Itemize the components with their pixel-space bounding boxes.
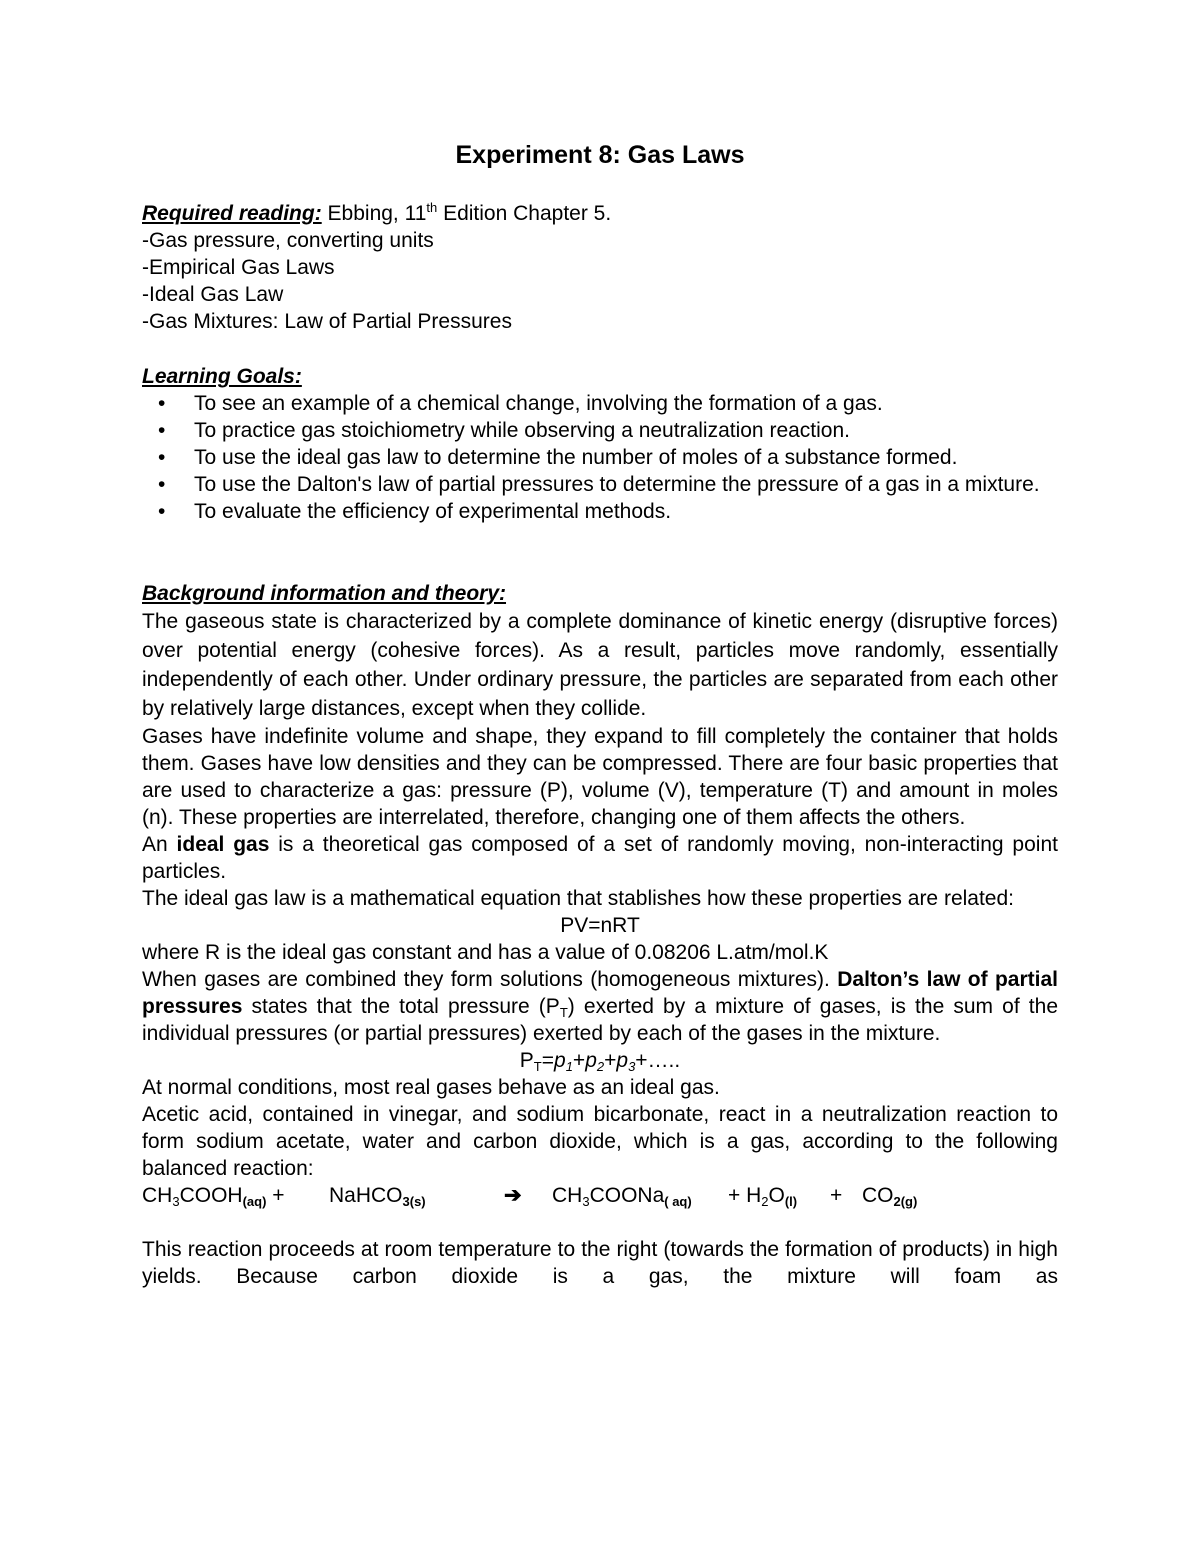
p6-pre: When gases are combined they form solutions (homogeneous mixtures). [142, 968, 838, 991]
goal-text: To practice gas stoichiometry while observing a neutralization reaction. [194, 419, 850, 442]
p3s: 2(g) [893, 1194, 918, 1209]
p1a: CH [552, 1184, 583, 1207]
bullet-icon: • [158, 446, 166, 469]
background-paragraph-4: The ideal gas law is a mathematical equation that stablishes how these properties are related: [142, 887, 1014, 910]
background-paragraph-8: Acetic acid, contained in vinegar, and sodium bicarbonate, react in a neutralization reaction to form sodium acetate, water and carbon dioxide, which is a gas, according to the following balanced reaction: [142, 1103, 1058, 1180]
goal-item [142, 390, 1058, 417]
goal-item [142, 417, 1058, 444]
p6-sub: T [559, 1005, 568, 1020]
p1b: 3 [582, 1194, 590, 1209]
eq2-tail: +….. [635, 1049, 681, 1072]
bullet-icon: • [158, 419, 166, 442]
reading-item: -Gas Mixtures: Law of Partial Pressures [142, 310, 512, 333]
background-paragraph-3 [142, 831, 1058, 885]
reaction-arrow-icon: ➔ [504, 1184, 522, 1207]
reading-item: -Gas pressure, converting units [142, 229, 434, 252]
p3-pre: An [142, 833, 177, 856]
goal-text: To see an example of a chemical change, involving the formation of a gas. [194, 392, 883, 415]
plus2: + H [728, 1184, 762, 1207]
r1a: CH [142, 1184, 173, 1207]
learning-goals-heading: Learning Goals: [142, 365, 302, 388]
required-reading-text-post: Edition Chapter 5. [437, 202, 612, 225]
reading-item: -Empirical Gas Laws [142, 256, 335, 279]
reading-item: -Ideal Gas Law [142, 283, 284, 306]
background-paragraph-7: At normal conditions, most real gases behave as an ideal gas. [142, 1076, 720, 1099]
required-reading-sup: th [426, 200, 438, 215]
required-reading-text: Ebbing, 11 [321, 202, 427, 225]
ideal-gas-term: ideal gas [176, 833, 270, 856]
product-carbon-dioxide [862, 1182, 917, 1209]
goal-text: To use the Dalton's law of partial pressures to determine the pressure of a gas in a mixture. [194, 473, 1040, 496]
ideal-gas-equation: PV=nRT [560, 914, 640, 937]
background-paragraph-5: where R is the ideal gas constant and has a value of 0.08206 L.atm/mol.K [142, 941, 829, 964]
p2b: 2 [761, 1194, 769, 1209]
p2c: O [768, 1184, 785, 1207]
reactant-acetic-acid [142, 1182, 285, 1209]
eq2-p1: p [554, 1049, 566, 1072]
background-heading: Background information and theory: [142, 582, 507, 605]
p3a: CO [862, 1184, 894, 1207]
reaction-plus: + [830, 1184, 843, 1207]
balanced-reaction [142, 1182, 1058, 1209]
p1c: COONa [589, 1184, 665, 1207]
background-paragraph-2: Gases have indefinite volume and shape, they expand to fill completely the container that holds them. Gases have low densities and they can be compressed. There are four basic properties that are used to characterize a gas: pressure (P), volume (V), temperature (T) and amount in moles (n). These properties are interrelated, therefore, changing one of them affects the others. [142, 725, 1058, 829]
goal-text: To evaluate the efficiency of experimental methods. [194, 500, 672, 523]
required-reading-section [142, 200, 1058, 335]
background-paragraph-9: This reaction proceeds at room temperature to the right (towards the formation of products) in high yields. Because carbon dioxide is a gas, the mixture will foam as [142, 1238, 1058, 1288]
r1s: (aq) [242, 1194, 267, 1209]
goal-item [142, 444, 1058, 471]
eq2-P: P [519, 1049, 534, 1072]
required-reading-heading: Required reading: [142, 202, 322, 225]
learning-goals-section [142, 363, 1058, 525]
product-water [728, 1182, 797, 1209]
goal-text: To use the ideal gas law to determine the number of moles of a substance formed. [194, 446, 958, 469]
eq2-s2: 2 [596, 1059, 605, 1074]
eq2-s1: 1 [565, 1059, 573, 1074]
eq2-equals: = [541, 1049, 554, 1072]
p2s: (l) [784, 1194, 798, 1209]
bullet-icon: • [158, 473, 166, 496]
page-title: Experiment 8: Gas Laws [455, 141, 745, 169]
r1b: 3 [172, 1194, 180, 1209]
reactant-sodium-bicarbonate [329, 1182, 426, 1209]
p1s: ( aq) [664, 1194, 692, 1209]
background-section [142, 580, 1058, 1290]
eq2-p2: p [585, 1049, 597, 1072]
background-paragraph-6 [142, 966, 1058, 1047]
eq2-s3: 3 [628, 1059, 636, 1074]
eq2-plus1: + [572, 1049, 586, 1072]
p6-post: ) exerted by a mixture of gases, is the sum of the individual pressures (or partial pressures) exerted by each of the gases in the mixture. [142, 995, 1059, 1045]
r1c: COOH [179, 1184, 243, 1207]
daltons-law-term: Dalton’s law of partial pressures [142, 968, 1058, 1018]
goal-item [142, 498, 1058, 525]
eq2-plus2: + [604, 1049, 617, 1072]
bullet-icon: • [158, 392, 166, 415]
goal-item [142, 471, 1058, 498]
plus1: + [266, 1184, 285, 1207]
p3-post: is a theoretical gas composed of a set of randomly moving, non-interacting point particles. [142, 833, 1058, 883]
eq2-T: T [533, 1059, 542, 1074]
background-paragraph-1: The gaseous state is characterized by a complete dominance of kinetic energy (disruptive forces) over potential energy (cohesive forces). As a result, particles move randomly, essentially independently of each other. Under ordinary pressure, the particles are separated from each other by relatively large distances, except when they collide. [142, 610, 1058, 720]
learning-goals-list [142, 390, 1058, 525]
bullet-icon: • [158, 500, 166, 523]
product-sodium-acetate [552, 1182, 692, 1209]
required-reading-line [142, 200, 1058, 227]
r2s: 3(s) [402, 1194, 426, 1209]
daltons-law-equation [142, 1047, 1058, 1074]
p6-mid: states that the total pressure (P [242, 995, 560, 1018]
eq2-p3: p [616, 1049, 629, 1072]
r2a: NaHCO [329, 1184, 403, 1207]
